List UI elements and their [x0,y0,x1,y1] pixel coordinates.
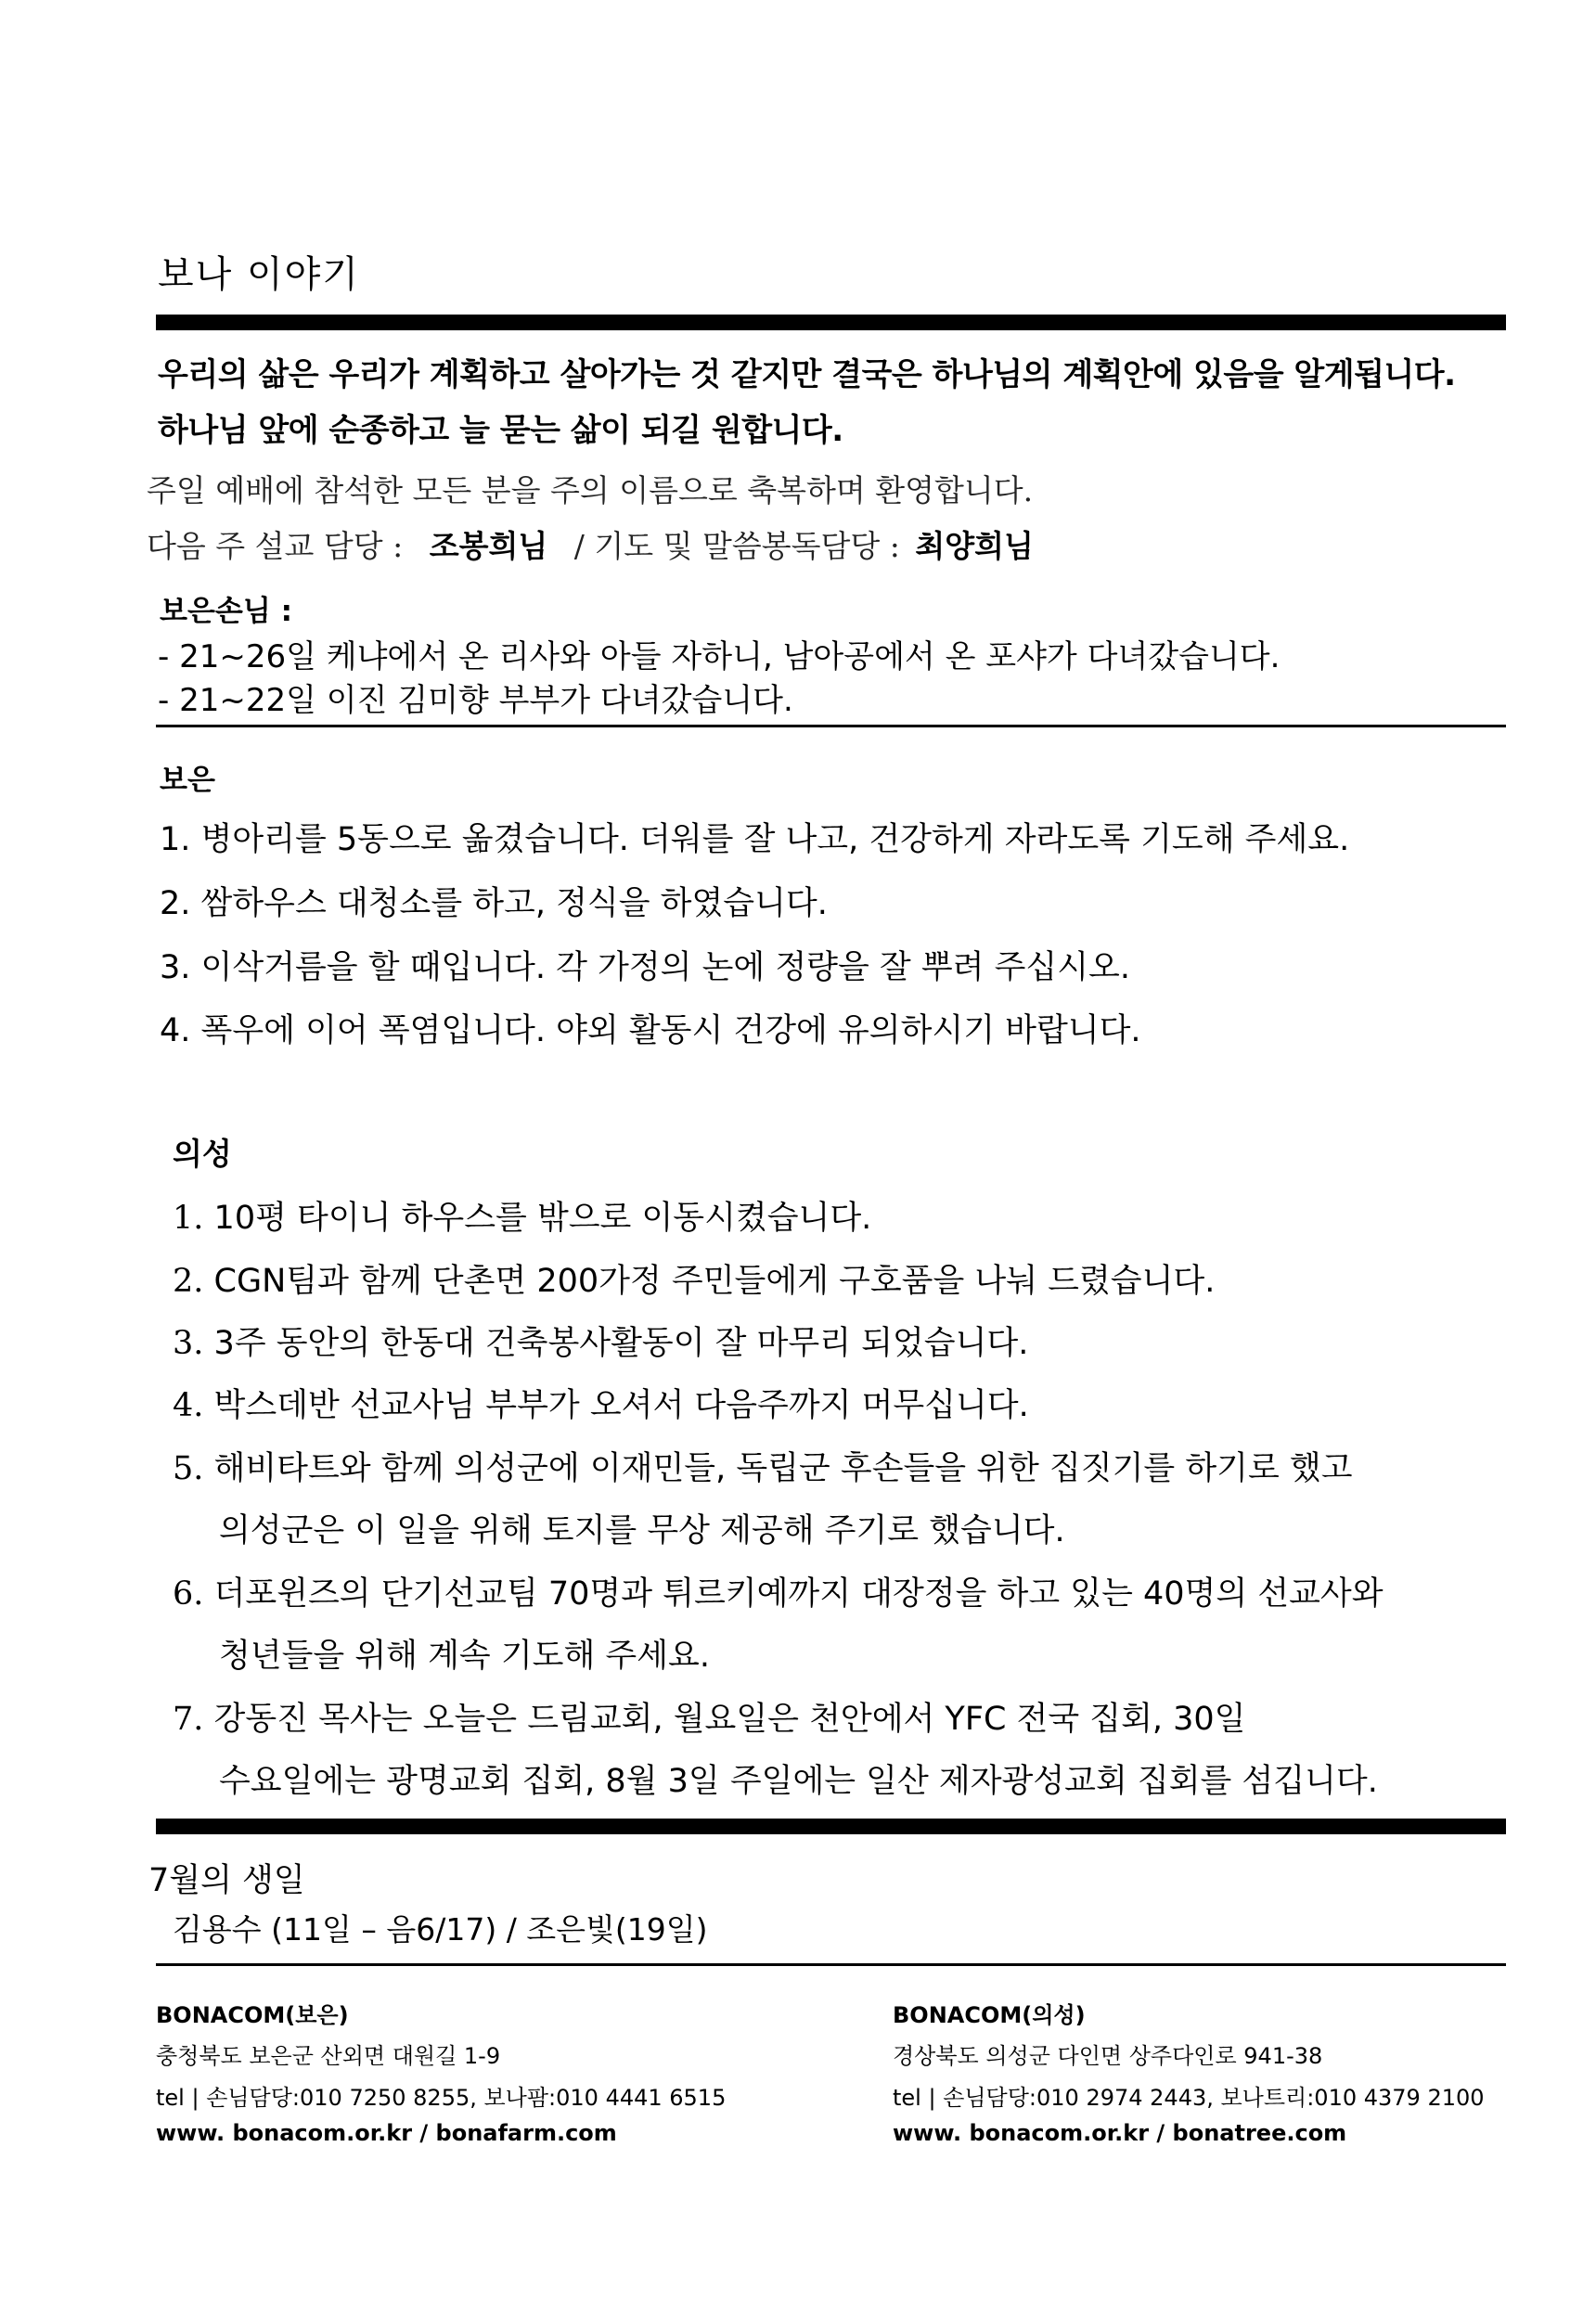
prayer-label: / 기도 및 말씀봉독담당 : [573,528,900,564]
uiseong-item [173,1380,1029,1426]
item-text: 강동진 목사는 오늘은 드림교회, 월요일은 천안에서 YFC 전국 집회, 30일 [213,1701,1246,1738]
item-number: 1. [173,1200,204,1237]
item-number: 2. [173,1263,204,1300]
guest-line: - 21~22일 이진 김미향 부부가 다녀갔습니다. [158,682,793,719]
item-number: 6. [173,1575,204,1613]
uiseong-item [173,1255,1215,1302]
intro-line-1: 우리의 삶은 우리가 계획하고 살아가는 것 같지만 결국은 하나님의 계획안에 있음을 알게됩니다. [158,356,1456,393]
page-title: 보나 이야기 [158,253,360,296]
footer-left-tel: tel | 손님담당:010 7250 8255, 보나팜:010 4441 6515 [156,2085,727,2111]
item-number: 4. [173,1387,204,1424]
footer-right-tel: tel | 손님담당:010 2974 2443, 보나트리:010 4379 2100 [893,2085,1485,2111]
footer-left-org: BONACOM(보은) [156,2002,349,2028]
footer-left-web[interactable]: www. bonacom.or.kr / bonafarm.com [156,2120,617,2146]
footer-left-address: 충청북도 보은군 산외면 대원길 1-9 [156,2043,501,2069]
prayer-name: 최양희님 [915,528,1034,564]
uiseong-divider [156,1819,1506,1834]
next-week-line [147,522,1034,566]
uiseong-item [173,1443,1353,1489]
footer-divider [156,1963,1506,1966]
birthdays-heading: 7월의 생일 [148,1862,305,1899]
uiseong-item [173,1568,1384,1614]
footer-right-web[interactable]: www. bonacom.or.kr / bonatree.com [893,2120,1347,2146]
intro-line-2: 하나님 앞에 순종하고 늘 묻는 삶이 되길 원합니다. [158,412,843,449]
uiseong-item-continued: 수요일에는 광명교회 집회, 8월 3일 주일에는 일산 제자광성교회 집회를 섬깁니다. [219,1763,1378,1800]
uiseong-item-continued: 의성군은 이 일을 위해 토지를 무상 제공해 주기로 했습니다. [219,1512,1065,1549]
boeun-item: 1. 병아리를 5동으로 옮겼습니다. 더워를 잘 나고, 건강하게 자라도록 기도해 주세요. [160,821,1350,858]
item-text: 더포윈즈의 단기선교팀 70명과 튀르키예까지 대장정을 하고 있는 40명의 선교사와 [213,1575,1384,1613]
item-text: 3주 동안의 한동대 건축봉사활동이 잘 마무리 되었습니다. [213,1325,1029,1362]
uiseong-item-continued: 청년들을 위해 계속 기도해 주세요. [219,1638,710,1675]
guests-divider [156,725,1506,727]
sermon-label: 다음 주 설교 담당 : [147,528,404,564]
item-number: 5. [173,1450,204,1487]
welcome-text: 주일 예배에 참석한 모든 분을 주의 이름으로 축복하며 환영합니다. [147,472,1034,508]
uiseong-heading: 의성 [173,1136,232,1172]
guests-heading: 보은손님 : [160,595,292,628]
footer-right-org: BONACOM(의성) [893,2002,1086,2028]
item-text: 박스데반 선교사님 부부가 오셔서 다음주까지 머무십니다. [213,1387,1029,1424]
sermon-name: 조봉희님 [429,528,548,564]
guest-line: - 21~26일 케냐에서 온 리사와 아들 자하니, 남아공에서 온 포샤가 다녀갔습니다. [158,638,1281,675]
item-number: 3. [173,1325,204,1362]
footer-right-address: 경상북도 의성군 다인면 상주다인로 941-38 [893,2043,1323,2069]
title-divider [156,315,1506,330]
uiseong-item [173,1318,1028,1364]
birthdays-line: 김용수 (11일 – 음6/17) / 조은빛(19일) [173,1911,708,1947]
item-text: 해비타트와 함께 의성군에 이재민들, 독립군 후손들을 위한 집짓기를 하기로 했고 [213,1450,1353,1487]
item-number: 7. [173,1701,204,1738]
boeun-heading: 보은 [160,764,215,797]
boeun-item: 2. 쌈하우스 대청소를 하고, 정식을 하였습니다. [160,885,828,922]
boeun-item: 4. 폭우에 이어 폭염입니다. 야외 활동시 건강에 유의하시기 바랍니다. [160,1012,1141,1049]
uiseong-item [173,1192,871,1239]
uiseong-item [173,1693,1245,1740]
item-text: CGN팀과 함께 단촌면 200가정 주민들에게 구호품을 나눠 드렸습니다. [213,1263,1216,1300]
item-text: 10평 타이니 하우스를 밖으로 이동시켰습니다. [213,1200,872,1237]
boeun-item: 3. 이삭거름을 할 때입니다. 각 가정의 논에 정량을 잘 뿌려 주십시오. [160,949,1130,986]
